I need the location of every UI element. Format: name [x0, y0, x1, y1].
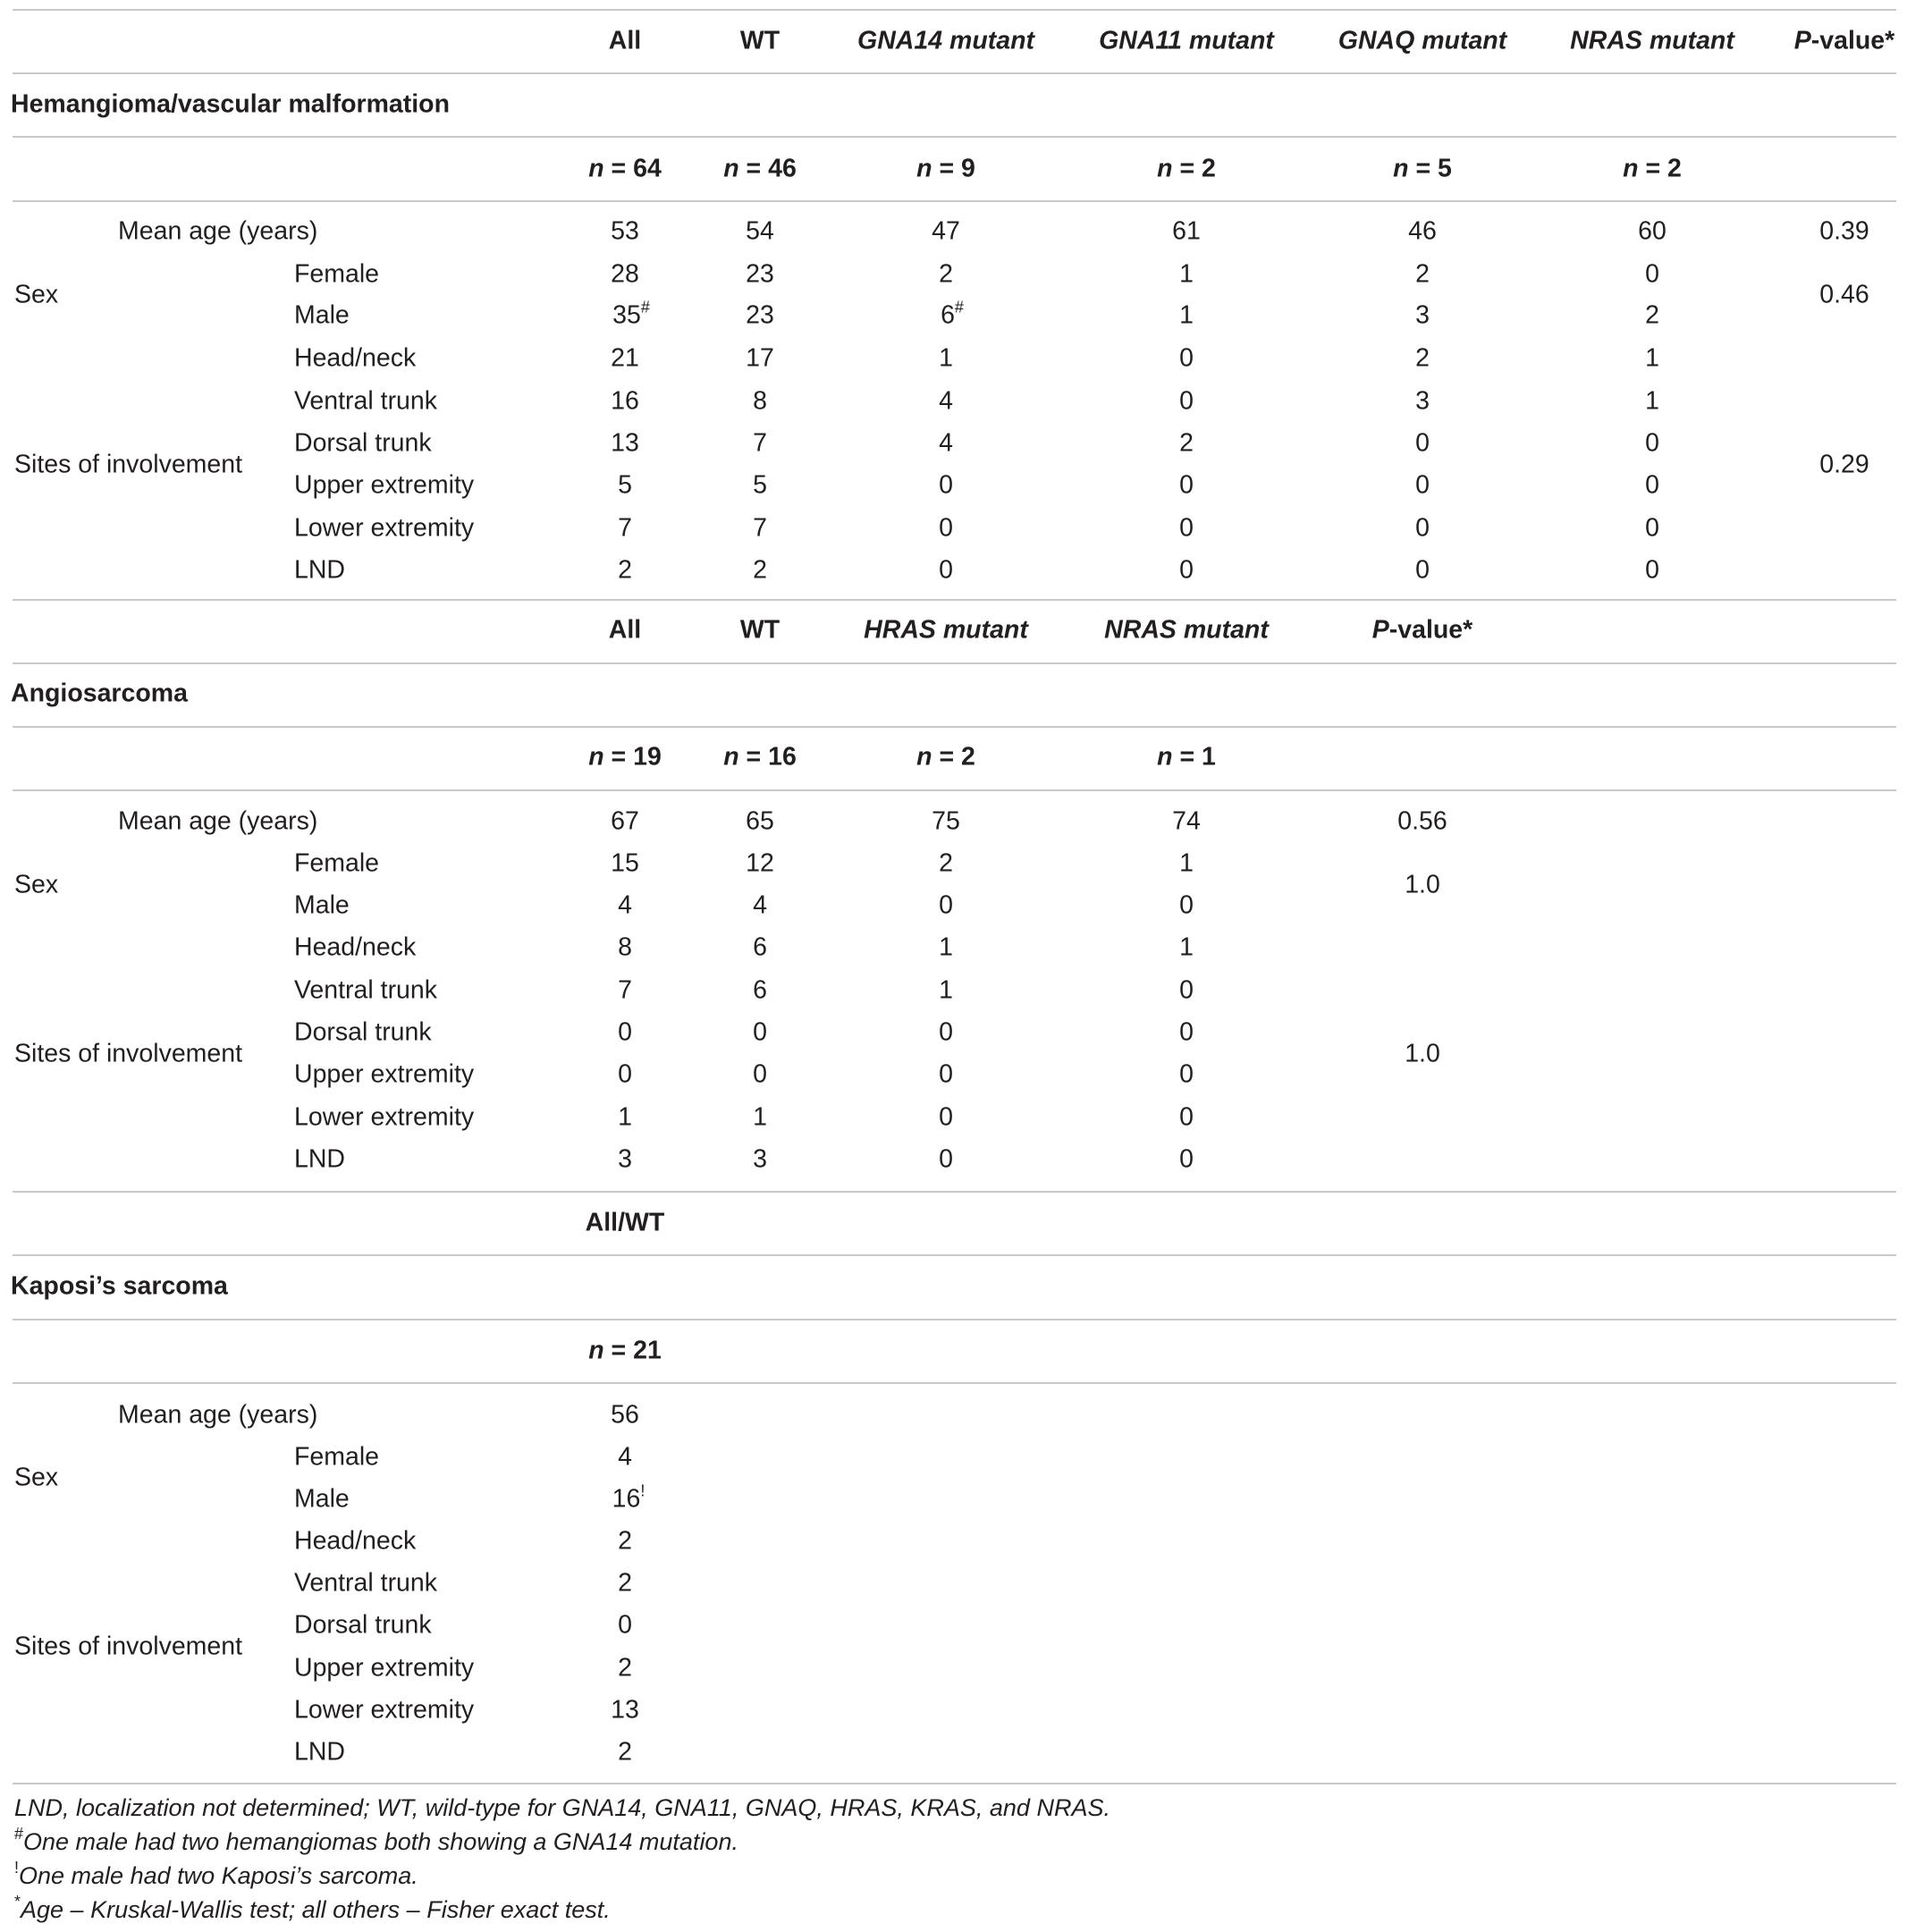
footnote-text: Age – Kruskal-Wallis test; all others – Fisher exact test.: [21, 1896, 611, 1923]
n-symbol: n: [588, 1336, 604, 1365]
pvalue-sex: 1.0: [1405, 870, 1440, 899]
n-symbol: n: [1157, 154, 1173, 183]
site-cell: 0: [939, 1059, 953, 1089]
site-cell: 0: [939, 1102, 953, 1132]
female-cell: 4: [618, 1442, 632, 1472]
column-header-wt: WT: [739, 615, 781, 645]
n-equals: =: [1408, 154, 1439, 183]
n-equals: =: [603, 742, 634, 772]
mean-age-cell: 56: [611, 1400, 639, 1430]
site-cell: 1: [1645, 343, 1659, 373]
section-title-angiosarcoma: Angiosarcoma: [11, 679, 188, 708]
n-value: 46: [768, 154, 797, 183]
cell-value: 35: [612, 300, 641, 330]
label-lower: Lower extremity: [294, 513, 475, 543]
site-cell: 2: [1179, 428, 1194, 458]
label-lower: Lower extremity: [294, 1102, 475, 1132]
label-male: Male: [294, 890, 350, 920]
n-value: 5: [1438, 154, 1452, 183]
site-cell: 7: [753, 428, 767, 458]
site-cell: 0: [753, 1059, 767, 1089]
pvalue-sites: 1.0: [1405, 1039, 1440, 1067]
female-cell: 2: [939, 259, 953, 289]
site-cell: 4: [939, 386, 953, 416]
site-cell: 13: [611, 428, 639, 458]
row-divider: [13, 662, 1896, 664]
n-equals: =: [738, 154, 769, 183]
n-value: 1: [1202, 742, 1216, 772]
female-cell: 23: [746, 259, 774, 289]
group-label-sites: Sites of involvement: [14, 1039, 243, 1067]
mean-age-cell: 75: [932, 806, 960, 836]
n-value: 2: [1667, 154, 1682, 183]
site-cell: 3: [1415, 386, 1430, 416]
column-header-nras: NRAS mutant: [1570, 26, 1734, 55]
mean-age-cell: 54: [746, 216, 774, 246]
column-header-hras: HRAS mutant: [864, 615, 1028, 645]
site-cell: 0: [939, 513, 953, 543]
label-ventral: Ventral trunk: [294, 975, 438, 1005]
label-lower: Lower extremity: [294, 1695, 475, 1725]
n-value: 21: [633, 1336, 662, 1365]
n-symbol: n: [1623, 154, 1639, 183]
pvalue-header: [1372, 616, 1472, 645]
n-count-cell: [588, 743, 662, 772]
section-title-hemangioma: Hemangioma/vascular malformation: [11, 89, 450, 119]
pvalue-rest: -value*: [1810, 26, 1895, 55]
column-header-all-wt: All/WT: [585, 1208, 665, 1237]
footnote-excl: [14, 1859, 418, 1890]
row-divider: [13, 789, 1896, 791]
label-head-neck: Head/neck: [294, 1526, 417, 1556]
label-mean-age: Mean age (years): [118, 216, 318, 246]
site-cell: 0: [1179, 470, 1194, 500]
site-cell: 1: [1179, 932, 1194, 962]
footnote-text: One male had two hemangiomas both showing a GNA14 mutation.: [23, 1828, 738, 1855]
group-label-sex: Sex: [14, 1463, 59, 1492]
mean-age-cell: 60: [1638, 216, 1667, 246]
n-equals: =: [603, 1336, 634, 1365]
label-upper: Upper extremity: [294, 1653, 475, 1683]
footnote-mark: *: [14, 1893, 21, 1911]
n-equals: =: [738, 742, 769, 772]
male-cell: [612, 1481, 646, 1514]
site-cell: 0: [939, 470, 953, 500]
site-cell: 4: [939, 428, 953, 458]
site-cell: 2: [753, 555, 767, 585]
site-cell: 1: [618, 1102, 632, 1132]
mean-age-cell: 46: [1408, 216, 1437, 246]
male-cell: 1: [1179, 300, 1194, 330]
site-cell: 0: [1415, 513, 1430, 543]
female-cell: 2: [939, 848, 953, 878]
male-cell: 0: [1179, 890, 1194, 920]
label-ventral: Ventral trunk: [294, 386, 438, 416]
n-count-cell: [1623, 155, 1682, 184]
n-symbol: n: [588, 154, 604, 183]
row-divider: [13, 1191, 1896, 1193]
site-cell: 0: [1415, 470, 1430, 500]
site-cell: 0: [939, 555, 953, 585]
site-cell: 0: [939, 1017, 953, 1047]
pvalue-p: P: [1371, 615, 1389, 645]
site-cell: 0: [1415, 555, 1430, 585]
female-cell: 15: [611, 848, 639, 878]
site-cell: 3: [618, 1144, 632, 1174]
n-equals: =: [603, 154, 634, 183]
male-cell: 3: [1415, 300, 1430, 330]
n-symbol: n: [1157, 742, 1173, 772]
label-dorsal: Dorsal trunk: [294, 428, 432, 458]
label-male: Male: [294, 300, 350, 330]
site-cell: 8: [618, 932, 632, 962]
column-header-nras: NRAS mutant: [1104, 615, 1269, 645]
row-divider: [13, 136, 1896, 138]
site-cell: 0: [1179, 1144, 1194, 1174]
n-value: 2: [1202, 154, 1216, 183]
site-cell: 2: [618, 1568, 632, 1598]
site-cell: 6: [753, 975, 767, 1005]
group-label-sites: Sites of involvement: [14, 1632, 243, 1661]
row-divider: [13, 72, 1896, 74]
site-cell: 1: [753, 1102, 767, 1132]
group-label-sex: Sex: [14, 280, 59, 309]
n-count-cell: [588, 1337, 662, 1366]
female-cell: 2: [1415, 259, 1430, 289]
n-value: 16: [768, 742, 797, 772]
mean-age-cell: 53: [611, 216, 639, 246]
n-count-cell: [723, 155, 797, 184]
label-head-neck: Head/neck: [294, 343, 417, 373]
site-cell: 21: [611, 343, 639, 373]
site-cell: 0: [1179, 513, 1194, 543]
mean-age-cell: 61: [1172, 216, 1201, 246]
site-cell: 1: [939, 343, 953, 373]
site-cell: 0: [1645, 428, 1659, 458]
site-cell: 0: [1179, 386, 1194, 416]
site-cell: 5: [618, 470, 632, 500]
pvalue-header: [1794, 27, 1894, 56]
row-divider: [13, 200, 1896, 202]
row-divider: [13, 1254, 1896, 1256]
column-header-gnaq: GNAQ mutant: [1337, 26, 1507, 55]
label-female: Female: [294, 259, 380, 289]
footnote-star: [14, 1893, 611, 1924]
mean-age-cell: 67: [611, 806, 639, 836]
row-divider: [13, 599, 1896, 601]
row-divider: [13, 726, 1896, 728]
site-cell: 1: [939, 975, 953, 1005]
site-cell: 7: [618, 975, 632, 1005]
label-lnd: LND: [294, 555, 346, 585]
n-symbol: n: [916, 742, 932, 772]
site-cell: 2: [618, 1653, 632, 1683]
n-value: 64: [633, 154, 662, 183]
n-equals: =: [932, 742, 962, 772]
column-header-gna11: GNA11 mutant: [1099, 26, 1274, 55]
label-female: Female: [294, 848, 380, 878]
footnote-mark: !: [640, 1481, 646, 1499]
pvalue-mean-age: 0.56: [1397, 806, 1447, 836]
label-upper: Upper extremity: [294, 1059, 475, 1089]
female-cell: 12: [746, 848, 774, 878]
label-lnd: LND: [294, 1144, 346, 1174]
female-cell: 0: [1645, 259, 1659, 289]
site-cell: 0: [1645, 555, 1659, 585]
site-cell: 0: [1179, 1017, 1194, 1047]
section-title-kaposi: Kaposi’s sarcoma: [11, 1271, 228, 1301]
n-symbol: n: [588, 742, 604, 772]
mean-age-cell: 47: [932, 216, 960, 246]
female-cell: 1: [1179, 259, 1194, 289]
label-dorsal: Dorsal trunk: [294, 1610, 432, 1640]
footnote-mark: #: [954, 298, 964, 316]
footnote-text: One male had two Kaposi’s sarcoma.: [19, 1862, 418, 1889]
pvalue-mean-age: 0.39: [1819, 216, 1869, 246]
label-mean-age: Mean age (years): [118, 1400, 318, 1430]
n-count-cell: [588, 155, 662, 184]
site-cell: 0: [618, 1017, 632, 1047]
site-cell: 0: [1645, 513, 1659, 543]
site-cell: 0: [1179, 975, 1194, 1005]
site-cell: 0: [1179, 1102, 1194, 1132]
footnote-lnd-wt: [14, 1794, 1110, 1822]
n-equals: =: [1172, 742, 1202, 772]
site-cell: 1: [1645, 386, 1659, 416]
site-cell: 5: [753, 470, 767, 500]
site-cell: 0: [753, 1017, 767, 1047]
cell-value: 16: [612, 1484, 641, 1514]
label-lnd: LND: [294, 1737, 346, 1767]
site-cell: 17: [746, 343, 774, 373]
female-cell: 1: [1179, 848, 1194, 878]
site-cell: 3: [753, 1144, 767, 1174]
male-cell: 2: [1645, 300, 1659, 330]
pvalue-p: P: [1793, 26, 1811, 55]
label-male: Male: [294, 1484, 350, 1514]
n-symbol: n: [1393, 154, 1409, 183]
mean-age-cell: 74: [1172, 806, 1201, 836]
column-header-wt: WT: [739, 26, 781, 55]
site-cell: 0: [1645, 470, 1659, 500]
n-value: 9: [961, 154, 975, 183]
site-cell: 2: [618, 555, 632, 585]
label-ventral: Ventral trunk: [294, 1568, 438, 1598]
male-cell: 23: [746, 300, 774, 330]
site-cell: 16: [611, 386, 639, 416]
site-cell: 8: [753, 386, 767, 416]
pvalue-sex: 0.46: [1819, 280, 1869, 309]
male-cell: [941, 298, 964, 331]
n-equals: =: [932, 154, 962, 183]
n-count-cell: [916, 155, 975, 184]
site-cell: 6: [753, 932, 767, 962]
group-label-sites: Sites of involvement: [14, 450, 243, 478]
site-cell: 0: [618, 1059, 632, 1089]
label-mean-age: Mean age (years): [118, 806, 318, 836]
label-dorsal: Dorsal trunk: [294, 1017, 432, 1047]
n-count-cell: [1157, 155, 1216, 184]
n-symbol: n: [723, 154, 739, 183]
n-equals: =: [1638, 154, 1668, 183]
site-cell: 13: [611, 1695, 639, 1725]
footnote-text: LND, localization not determined; WT, wild-type for GNA14, GNA11, GNAQ, HRAS, KRAS, and NRAS.: [14, 1794, 1110, 1821]
column-header-gna14: GNA14 mutant: [857, 26, 1034, 55]
n-count-cell: [916, 743, 975, 772]
pvalue-sites: 0.29: [1819, 450, 1869, 478]
group-label-sex: Sex: [14, 870, 59, 899]
site-cell: 2: [618, 1526, 632, 1556]
cell-value: 6: [941, 300, 955, 330]
site-cell: 0: [1179, 1059, 1194, 1089]
label-female: Female: [294, 1442, 380, 1472]
n-count-cell: [1393, 155, 1452, 184]
male-cell: [612, 298, 650, 331]
n-value: 19: [633, 742, 662, 772]
n-equals: =: [1172, 154, 1202, 183]
n-value: 2: [961, 742, 975, 772]
site-cell: 2: [618, 1737, 632, 1767]
female-cell: 28: [611, 259, 639, 289]
site-cell: 0: [1179, 343, 1194, 373]
n-count-cell: [723, 743, 797, 772]
site-cell: 2: [1415, 343, 1430, 373]
n-symbol: n: [723, 742, 739, 772]
mean-age-cell: 65: [746, 806, 774, 836]
site-cell: 7: [753, 513, 767, 543]
row-divider: [13, 9, 1896, 11]
row-divider: [13, 1382, 1896, 1384]
male-cell: 4: [618, 890, 632, 920]
male-cell: 0: [939, 890, 953, 920]
site-cell: 0: [1415, 428, 1430, 458]
row-divider: [13, 1319, 1896, 1320]
label-head-neck: Head/neck: [294, 932, 417, 962]
site-cell: 0: [618, 1610, 632, 1640]
row-divider: [13, 1783, 1896, 1784]
site-cell: 0: [939, 1144, 953, 1174]
site-cell: 0: [1179, 555, 1194, 585]
male-cell: 4: [753, 890, 767, 920]
pvalue-rest: -value*: [1388, 615, 1473, 645]
footnote-mark: #: [14, 1825, 24, 1843]
column-header-all: All: [608, 615, 642, 645]
label-upper: Upper extremity: [294, 470, 475, 500]
footnote-hash: [14, 1825, 738, 1856]
column-header-all: All: [608, 26, 642, 55]
footnote-mark: !: [14, 1859, 20, 1877]
site-cell: 1: [939, 932, 953, 962]
n-symbol: n: [916, 154, 932, 183]
footnote-mark: #: [640, 298, 650, 316]
site-cell: 7: [618, 513, 632, 543]
n-count-cell: [1157, 743, 1216, 772]
